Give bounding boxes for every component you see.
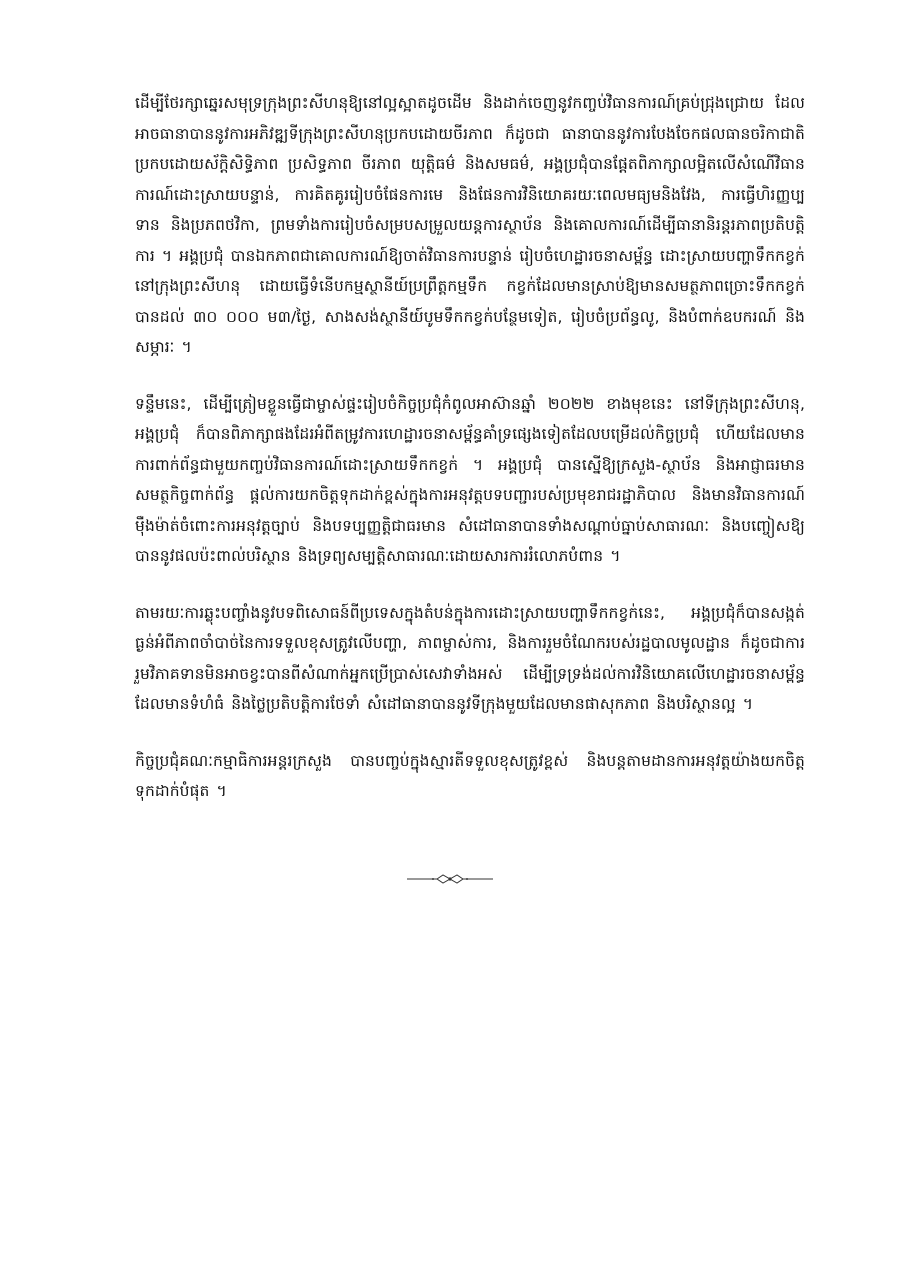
end-ornament-icon xyxy=(405,873,495,885)
document-body xyxy=(135,88,805,833)
paragraph-4: កិច្ចប្រជុំគណៈកម្មាធិការអន្តរក្រសួង បានបញ្ចប់ក្នុងស្មារតីទទួលខុសត្រូវខ្ពស់ និងបន្តតាមដានការអនុវត្តយ៉ាងយកចិត្តទុកដាក់បំផុត ។ xyxy=(135,751,805,800)
paragraph-1: ដើម្បីថែរក្សាឆ្នេរសមុទ្រក្រុងព្រះសីហនុឱ្យនៅល្អស្អាតដូចដើម និងដាក់ចេញនូវកញ្ចប់វិធានការណ៍គ្រប់ជ្រុងជ្រោយ ដែលអាចធានាបាននូវការអភិវឌ្ឍទីក្រុងព្រះសីហនុប្រកបដោយចីរភាព ក៏ដូចជា ធានាបាននូវការបែងចែកផលធានចរិកាជាតិប្រកបដោយស័ក្តិសិទ្ធិភាព ប្រសិទ្ធភាព ចីរភាព យុត្តិធម៌ និងសមធម៌, អង្គប្រជុំបានផ្តែតពិភាក្សាលម្អិតលើសំណើវិធានការណ៍ដោះស្រាយបន្ទាន់, ការគិតគូររៀបចំផែនការមេ និងផែនការវិនិយោគរយៈពេលមធ្យមនិងវែង, ការធ្វើហិរញ្ញប្បទាន និងប្រភពថវិកា, ព្រមទាំងការរៀបចំសម្របសម្រួលយន្តការស្ថាប័ន និងគោលការណ៍ដើម្បីធានានិរន្តរភាពប្រតិបត្តិការ ។ អង្គប្រជុំ បានឯកភាពជាគោលការណ៍ឱ្យចាត់វិធានការបន្ទាន់ រៀបចំហេដ្ឋារចនាសម្ព័ន្ធ ដោះស្រាយបញ្ហាទឹកកខ្វក់នៅក្រុងព្រះសីហនុ ដោយធ្វើទំនើបកម្មស្ថានីយ៍ប្រព្រឹត្តកម្មទឹក កខ្វក់ដែលមានស្រាប់ឱ្យមានសមត្ថភាពច្រោះទឹកកខ្វក់ បានដល់ ៣០ ០០០ ម៣/ថ្ងៃ, សាងសង់ស្ថានីយ៍បូមទឹកកខ្វក់បន្ថែមទៀត, រៀបចំប្រព័ន្ធលូ, និងបំពាក់ឧបករណ៍ និងសម្ភារៈ ។ xyxy=(135,94,805,356)
paragraph-2: ទន្ទឹមនេះ, ដើម្បីត្រៀមខ្លួនធ្វើជាម្ចាស់ផ្ទះរៀបចំកិច្ចប្រជុំកំពូលអាស៊ានឆ្នាំ ២០២២ ខាងមុខនេះ នៅទីក្រុងព្រះសីហនុ, អង្គប្រជុំ ក៏បានពិភាក្សាផងដែរអំពីតម្រូវការហេដ្ឋារចនាសម្ព័ន្ធគាំទ្រផ្សេងទៀតដែលបម្រើដល់កិច្ចប្រជុំ ហើយដែលមានការពាក់ព័ន្ធជាមួយកញ្ចប់វិធានការណ៍ដោះស្រាយទឹកកខ្វក់ ។ អង្គប្រជុំ បានស្នើឱ្យក្រសួង-ស្ថាប័ន និងអាជ្ញាធរមានសមត្ថកិច្ចពាក់ព័ន្ធ ផ្តល់ការយកចិត្តទុកដាក់ខ្ពស់ក្នុងការអនុវត្តបទបញ្ជារបស់ប្រមុខរាជរដ្ឋាភិបាល និងមានវិធានការណ៍ម៉ឺងម៉ាត់ចំពោះការអនុវត្តច្បាប់ និងបទប្បញ្ញត្តិជាធរមាន សំដៅធានាបានទាំងសណ្តាប់ធ្នាប់សាធារណៈ និងបញ្ចៀសឱ្យបាននូវផលប៉ះពាល់បរិស្ថាន និងទ្រព្យសម្បត្តិសាធារណៈដោយសារការរំលោភបំពាន ។ xyxy=(135,394,805,565)
paragraph-3: តាមរយៈការឆ្លុះបញ្ចាំងនូវបទពិសោធន៍ពីប្រទេសក្នុងតំបន់ក្នុងការដោះស្រាយបញ្ហាទឹកកខ្វក់នេះ, អង្គប្រជុំក៏បានសង្កត់ធ្ងន់អំពីភាពចាំបាច់នៃការទទួលខុសត្រូវលើបញ្ហា, ភាពម្ចាស់ការ, និងការរួមចំណែករបស់រដ្ឋបាលមូលដ្ឋាន ក៏ដូចជាការរួមវិភាគទានមិនអាចខ្វះបានពីសំណាក់អ្នកប្រើប្រាស់សេវាទាំងអស់ ដើម្បីទ្រទ្រង់ដល់ការវិនិយោគលើហេដ្ឋារចនាសម្ព័ន្ធដែលមានទំហំធំ និងថ្លៃប្រតិបត្តិការថែទាំ សំដៅធានាបាននូវទីក្រុងមួយដែលមានផាសុកភាព និងបរិស្ថានល្អ ។ xyxy=(135,603,805,713)
